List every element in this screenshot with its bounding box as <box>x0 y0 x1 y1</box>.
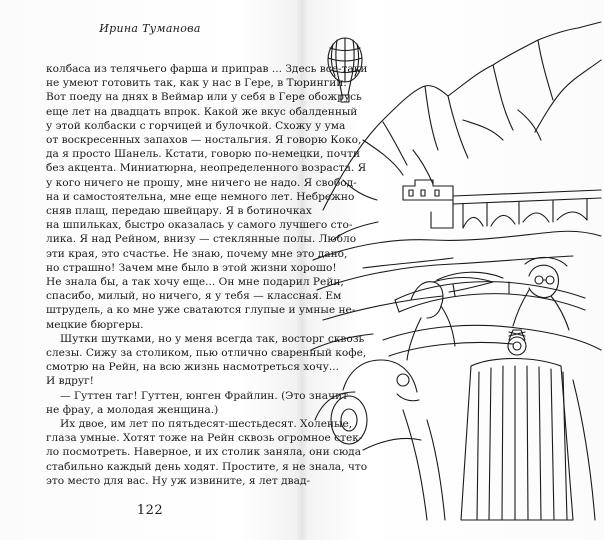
text-line: еще лет на двадцать впрок. Какой же вкус обалденный <box>46 105 358 118</box>
text-line: лика. Я над Рейном, внизу — стеклянные полы. Любло <box>46 233 357 246</box>
right-page <box>303 0 604 540</box>
text-line: колбаса из телячьего фарша и приправ ... Здесь все-таки <box>46 63 368 75</box>
text-line: на и самостоятельна, мне еще немного лет. Небрежно <box>46 190 355 203</box>
text-line: но страшно! Зачем мне было в этой жизни хорошо! <box>46 261 337 274</box>
line-drawing-illustration <box>303 0 604 540</box>
vintage-car-drawing <box>315 257 601 520</box>
text-line: эти края, это счастье. Не знаю, почему мне это дано, <box>46 247 348 260</box>
running-head-author: Ирина Туманова <box>99 22 201 35</box>
castle-drawing <box>403 180 453 228</box>
text-line: сняв плащ, передаю швейцару. Я в ботиночках <box>46 205 312 218</box>
hot-air-balloon-drawing <box>328 38 362 102</box>
text-line: слезы. Сижу за столиком, пью отлично сваренный кофе, <box>46 347 367 360</box>
text-line: не умеют готовить так, как у нас в Гере, в Тюрингии. <box>46 77 347 90</box>
text-line: без акцента. Миниатюрна, неопределенного возраста. Я <box>46 162 367 175</box>
mountain-cliffs-drawing <box>323 22 601 210</box>
aqueduct-drawing <box>453 190 601 228</box>
text-line: на шпильках, быстро оказалась у самого лучшего сто- <box>46 219 353 232</box>
text-line: не фрау, а молодая женщина.) <box>46 403 219 416</box>
body-text <box>46 62 368 488</box>
text-line: Вот поеду на днях в Веймар или у себя в Гере обожрусь <box>46 91 362 104</box>
text-line: Не знала бы, а так хочу еще... Он мне подарил Рейн, <box>46 276 344 289</box>
text-line: И вдруг! <box>46 375 94 388</box>
text-line: от воскресенных запахов — ностальгия. Я говорю Коко, <box>46 134 362 147</box>
page-number: 122 <box>136 503 164 518</box>
text-line: это место для вас. Ну уж извините, я лет двад- <box>46 474 311 487</box>
text-line: глаза умные. Хотят тоже на Рейн сквозь огромное стек- <box>46 432 363 445</box>
text-line: стабильно каждый день ходят. Простите, я не знала, что <box>46 460 368 473</box>
text-line: мецкие бюргеры. <box>46 318 144 331</box>
text-line: да я просто Шанель. Кстати, говорю по-немецки, почти <box>46 148 361 161</box>
text-line: спасибо, милый, но ничего, я у тебя — классная. Ем <box>46 290 342 303</box>
text-line: — Гуттен таг! Гуттен, юнген Фрайлин. (Это значит <box>60 389 349 402</box>
text-line: Шутки шутками, но у меня всегда так, восторг сквозь <box>60 332 365 345</box>
text-line: штрудель, а ко мне уже сватаются глупые и умные не- <box>46 304 356 317</box>
text-line: Их двое, им лет по пятьдесят-шестьдесят. Холеные, <box>60 418 353 431</box>
text-line: ло посмотреть. Наверное, и их столик заняла, они сюда <box>46 446 362 459</box>
text-line: смотрю на Рейн, на всю жизнь насмотреться хочу... <box>46 361 339 374</box>
text-line: у этой колбаски с горчицей и булочкой. Схожу у ума <box>46 119 346 132</box>
text-line: у кого ничего не прошу, мне ничего не надо. Я свобод- <box>46 176 357 189</box>
